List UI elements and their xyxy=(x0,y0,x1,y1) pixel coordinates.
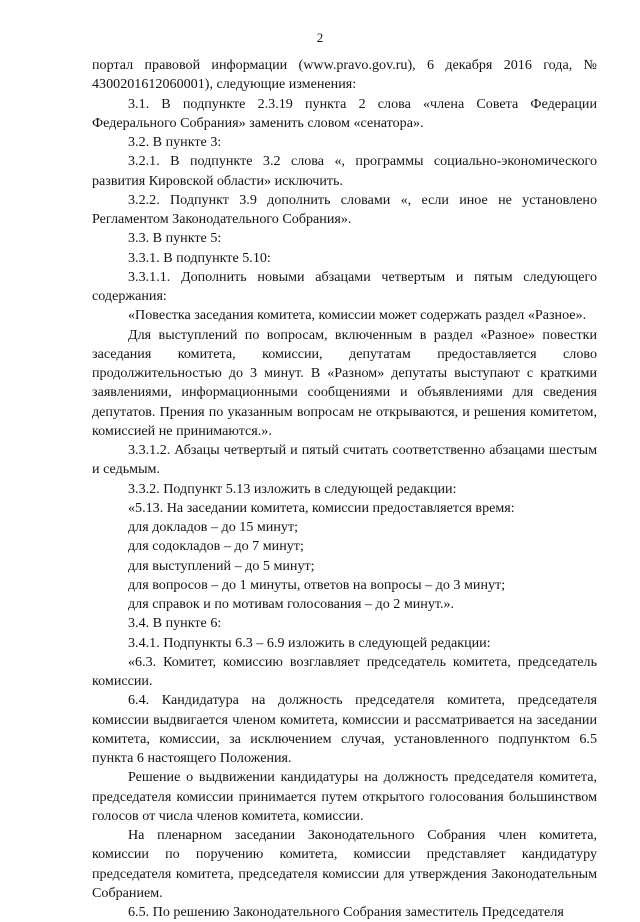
paragraph: 3.2. В пункте 3: xyxy=(128,134,222,150)
paragraph: портал правовой информации (www.pravo.gov.ru), 6 декабря 2016 года, № 4300201612060001), следующие изменения: xyxy=(92,57,597,93)
paragraph: 3.3.1.1. Дополнить новыми абзацами четвертым и пятым следующего содержания: xyxy=(92,268,597,304)
paragraph: На пленарном заседании Законодательного Собрания член комитета, комиссии по поручению комитета, комиссии представляет кандидатуру председателя комитета, председателя комиссии для утверждения Законодательным Собранием. xyxy=(92,827,597,901)
paragraph: «6.3. Комитет, комиссию возглавляет председатель комитета, председатель комиссии. xyxy=(92,653,597,689)
paragraph: для справок и по мотивам голосования – до 2 минут.». xyxy=(128,596,455,612)
paragraph: 3.2.2. Подпункт 3.9 дополнить словами «, если иное не установлено Регламентом Законодательного Собрания». xyxy=(92,191,597,227)
paragraph: 3.3.2. Подпункт 5.13 изложить в следующей редакции: xyxy=(128,480,457,497)
paragraph: для вопросов – до 1 минуты, ответов на вопросы – до 3 минут; xyxy=(128,576,506,593)
paragraph: «Повестка заседания комитета, комиссии может содержать раздел «Разное». xyxy=(128,307,587,324)
paragraph: для докладов – до 15 минут; xyxy=(128,519,299,535)
document-body xyxy=(92,56,597,922)
paragraph: 6.5. По решению Законодательного Собрания заместитель Председателя xyxy=(128,904,564,920)
paragraph: 3.3. В пункте 5: xyxy=(128,230,222,247)
paragraph: 3.3.1. В подпункте 5.10: xyxy=(128,249,271,266)
paragraph: для выступлений – до 5 минут; xyxy=(128,557,315,574)
paragraph: для содокладов – до 7 минут; xyxy=(128,538,304,555)
paragraph: 3.4.1. Подпункты 6.3 – 6.9 изложить в следующей редакции: xyxy=(128,634,491,651)
paragraph: Решение о выдвижении кандидатуры на должность председателя комитета, председателя комиссии принимается путем открытого голосования большинством голосов от числа членов комитета, комиссии. xyxy=(92,769,597,824)
paragraph: 3.1. В подпункте 2.3.19 пункта 2 слова «члена Совета Федерации Федерального Собрания» заменить словом «сенатора». xyxy=(92,95,597,131)
paragraph: 3.3.1.2. Абзацы четвертый и пятый считать соответственно абзацами шестым и седьмым. xyxy=(92,442,597,478)
paragraph: 3.2.1. В подпункте 3.2 слова «, программы социально-экономического развития Кировской области» исключить. xyxy=(92,153,597,189)
paragraph: Для выступлений по вопросам, включенным в раздел «Разное» повестки заседания комитета, комиссии, депутатам предоставляется слово продолжительностью до 3 минут. В «Разном» депутаты выступают с краткими заявлениями, информационными сообщениями и объявлениями для сведения депутатов. Прения по указанным вопросам не открываются, и решения комитетом, комиссией не принимаются.». xyxy=(92,326,597,439)
paragraph: 6.4. Кандидатура на должность председателя комитета, председателя комиссии выдвигается членом комитета, комиссии и рассматривается на заседании комитета, комиссии, за исключением случая, установленного подпунктом 6.5 пункта 6 настоящего Положения. xyxy=(92,692,597,766)
paragraph: «5.13. На заседании комитета, комиссии предоставляется время: xyxy=(128,499,515,516)
paragraph: 3.4. В пункте 6: xyxy=(128,615,222,632)
page-number: 2 xyxy=(316,30,324,45)
